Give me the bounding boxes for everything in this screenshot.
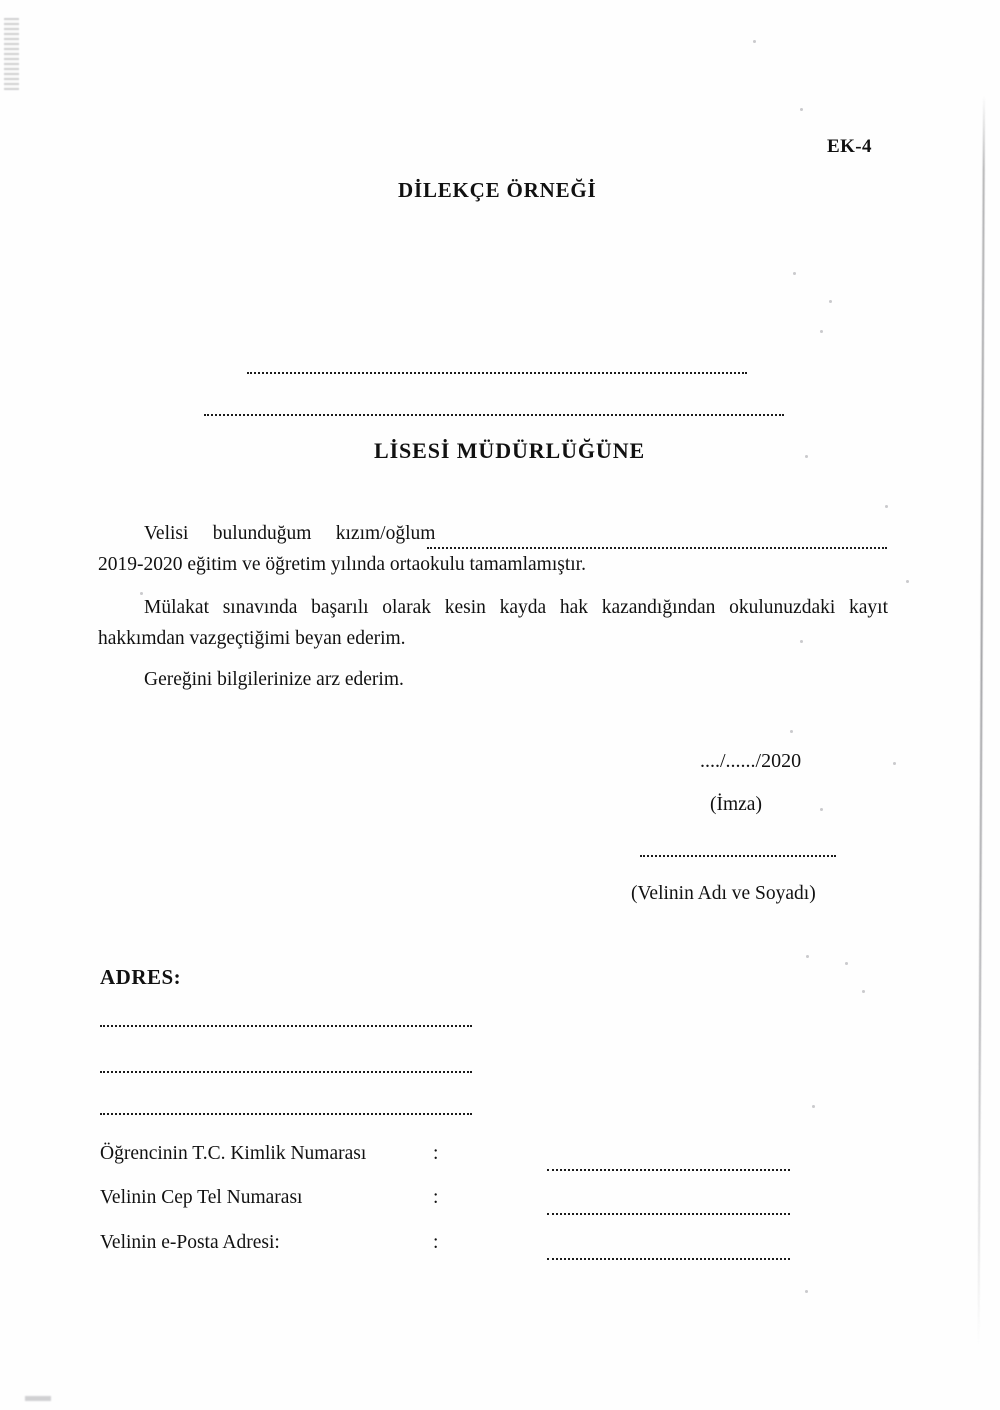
signature-date[interactable]: ..../....../2020 [700,750,802,772]
scan-speckle [829,300,832,303]
paragraph-waiver [98,592,888,654]
school-name-line-1[interactable] [247,372,747,374]
p1-word-kizim-oglum: kızım/oğlum [335,523,436,544]
field-row [100,1232,447,1254]
paragraph-closing [98,664,888,695]
field-label-tc-kimlik: Öğrencinin T.C. Kimlik Numarası [100,1143,367,1164]
address-line-2[interactable] [100,1071,472,1073]
scan-corner-artifact [4,18,19,90]
scan-speckle [893,762,896,765]
field-row [100,1143,447,1165]
annex-label: EK-4 [827,136,872,157]
scan-speckle [753,40,756,43]
p2-text: Mülakat sınavında başarılı olarak kesin kayda hak kazandığından okulunuzdaki kayıt hakkımdan vazgeçtiğimi beyan ederim. [98,597,888,649]
p1-line2: 2019-2020 eğitim ve öğretim yılında ortaokulu tamamlamıştır. [98,554,586,575]
field-label-guardian-phone: Velinin Cep Tel Numarası [100,1187,303,1208]
school-name-line-2[interactable] [204,414,784,416]
student-name-blank-line[interactable] [427,547,887,549]
scan-speckle [806,955,809,958]
scan-speckle [845,962,848,965]
scan-speckle [885,505,888,508]
scan-speckle [793,272,796,275]
field-separator: : [433,1187,439,1208]
address-line-1[interactable] [100,1025,472,1027]
scan-speckle [800,108,803,111]
p1-word-bulundugum: bulunduğum [212,523,312,544]
page-title: DİLEKÇE ÖRNEĞİ [398,178,597,202]
field-row [100,1187,447,1209]
address-label: ADRES: [100,965,182,989]
scan-speckle [862,990,865,993]
paragraph-student-info [98,518,888,580]
scan-edge-artifact [978,95,985,1345]
field-input-guardian-phone[interactable] [547,1213,790,1215]
signature-blank-line[interactable] [640,855,836,857]
field-label-guardian-email: Velinin e-Posta Adresi: [100,1232,280,1253]
scan-speckle [812,1105,815,1108]
field-input-guardian-email[interactable] [547,1258,790,1260]
address-line-3[interactable] [100,1113,472,1115]
guardian-name-label: (Velinin Adı ve Soyadı) [631,883,816,904]
scan-speckle [820,330,823,333]
scan-speckle [805,1290,808,1293]
p3-text: Gereğini bilgilerinize arz ederim. [144,669,404,690]
field-separator: : [433,1143,439,1164]
scan-speckle [790,730,793,733]
p1-word-velisi: Velisi [144,523,189,544]
signature-label: (İmza) [710,794,762,815]
scan-smudge-artifact [25,1396,51,1401]
scan-speckle [820,808,823,811]
field-separator: : [433,1232,439,1253]
scan-speckle [805,455,808,458]
field-input-tc-kimlik[interactable] [547,1169,790,1171]
addressee-heading: LİSESİ MÜDÜRLÜĞÜNE [374,438,646,463]
scan-speckle [906,580,909,583]
